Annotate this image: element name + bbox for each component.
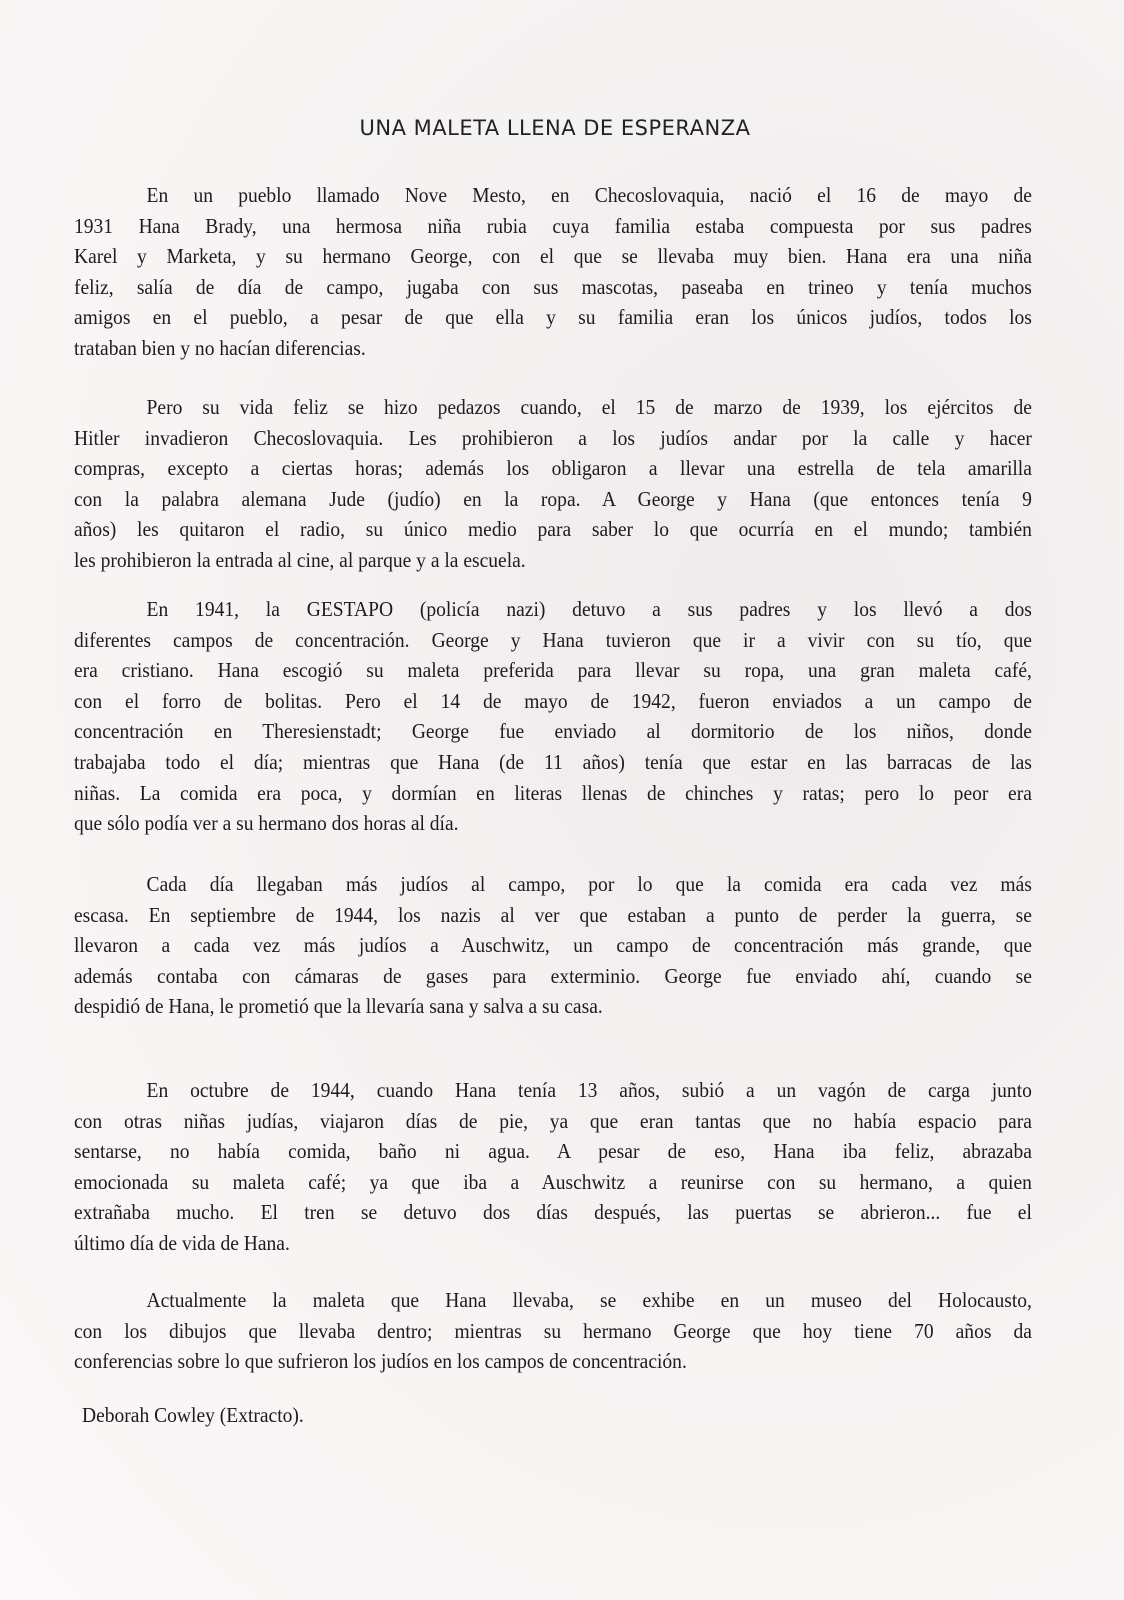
text-line: 1931 Hana Brady, una hermosa niña rubia cuya familia estaba compuesta por sus padres bbox=[74, 213, 1032, 238]
text-line: que sólo podía ver a su hermano dos horas al día. bbox=[74, 811, 459, 836]
paragraph bbox=[74, 1075, 1032, 1259]
text-line: En 1941, la GESTAPO (policía nazi) detuvo a sus padres y los llevó a dos bbox=[146, 597, 1032, 621]
text-line: feliz, salía de día de campo, jugaba con sus mascotas, paseaba en trineo y tenía muchos bbox=[74, 274, 1032, 299]
text-line: último día de vida de Hana. bbox=[74, 1230, 290, 1255]
paragraph bbox=[74, 180, 1032, 364]
paragraph bbox=[74, 869, 1032, 1022]
paragraph bbox=[74, 594, 1032, 839]
text-line: diferentes campos de concentración. George y Hana tuvieron que ir a vivir con su tío, que bbox=[74, 627, 1032, 652]
text-line: En un pueblo llamado Nove Mesto, en Checoslovaquia, nació el 16 de mayo de bbox=[146, 183, 1032, 207]
text-line: Hitler invadieron Checoslovaquia. Les prohibieron a los judíos andar por la calle y hacer bbox=[74, 425, 1032, 450]
text-line: emocionada su maleta café; ya que iba a Auschwitz a reunirse con su hermano, a quien bbox=[74, 1169, 1032, 1194]
text-line: En octubre de 1944, cuando Hana tenía 13 años, subió a un vagón de carga junto bbox=[146, 1078, 1032, 1102]
text-line: era cristiano. Hana escogió su maleta preferida para llevar su ropa, una gran maleta café, bbox=[74, 658, 1032, 683]
text-line: amigos en el pueblo, a pesar de que ella y su familia eran los únicos judíos, todos los bbox=[74, 305, 1032, 330]
text-line: con la palabra alemana Jude (judío) en la ropa. A George y Hana (que entonces tenía 9 bbox=[74, 486, 1032, 511]
text-line: con el forro de bolitas. Pero el 14 de mayo de 1942, fueron enviados a un campo de bbox=[74, 688, 1032, 713]
text-line: con otras niñas judías, viajaron días de pie, ya que eran tantas que no había espacio para bbox=[74, 1108, 1032, 1133]
document-title: UNA MALETA LLENA DE ESPERANZA bbox=[359, 116, 751, 140]
author-signature: Deborah Cowley (Extracto). bbox=[82, 1403, 304, 1427]
text-line: trataban bien y no hacían diferencias. bbox=[74, 335, 366, 360]
text-line: Pero su vida feliz se hizo pedazos cuando, el 15 de marzo de 1939, los ejércitos de bbox=[146, 395, 1032, 419]
text-line: Cada día llegaban más judíos al campo, por lo que la comida era cada vez más bbox=[146, 872, 1032, 896]
text-line: sentarse, no había comida, baño ni agua. A pesar de eso, Hana iba feliz, abrazaba bbox=[74, 1139, 1032, 1164]
text-line: además contaba con cámaras de gases para exterminio. George fue enviado ahí, cuando se bbox=[74, 963, 1032, 988]
text-line: trabajaba todo el día; mientras que Hana (de 11 años) tenía que estar en las barracas de las bbox=[74, 749, 1032, 774]
text-line: concentración en Theresienstadt; George fue enviado al dormitorio de los niños, donde bbox=[74, 719, 1032, 744]
text-line: llevaron a cada vez más judíos a Auschwitz, un campo de concentración más grande, que bbox=[74, 933, 1032, 958]
text-line: despidió de Hana, le prometió que la llevaría sana y salva a su casa. bbox=[74, 994, 603, 1019]
text-line: escasa. En septiembre de 1944, los nazis al ver que estaban a punto de perder la guerra, se bbox=[74, 902, 1032, 927]
text-line: les prohibieron la entrada al cine, al parque y a la escuela. bbox=[74, 547, 526, 572]
paragraph bbox=[74, 392, 1032, 576]
text-line: Actualmente la maleta que Hana llevaba, se exhibe en un museo del Holocausto, bbox=[146, 1288, 1032, 1312]
text-line: compras, excepto a ciertas horas; además los obligaron a llevar una estrella de tela amarilla bbox=[74, 456, 1032, 481]
paragraph bbox=[74, 1285, 1032, 1377]
text-line: Karel y Marketa, y su hermano George, con el que se llevaba muy bien. Hana era una niña bbox=[74, 244, 1032, 269]
text-line: extrañaba mucho. El tren se detuvo dos días después, las puertas se abrieron... fue el bbox=[74, 1200, 1032, 1225]
text-line: con los dibujos que llevaba dentro; mientras su hermano George que hoy tiene 70 años da bbox=[74, 1318, 1032, 1343]
text-line: niñas. La comida era poca, y dormían en literas llenas de chinches y ratas; pero lo peor era bbox=[74, 780, 1032, 805]
text-line: conferencias sobre lo que sufrieron los judíos en los campos de concentración. bbox=[74, 1349, 687, 1374]
text-line: años) les quitaron el radio, su único medio para saber lo que ocurría en el mundo; también bbox=[74, 517, 1032, 542]
